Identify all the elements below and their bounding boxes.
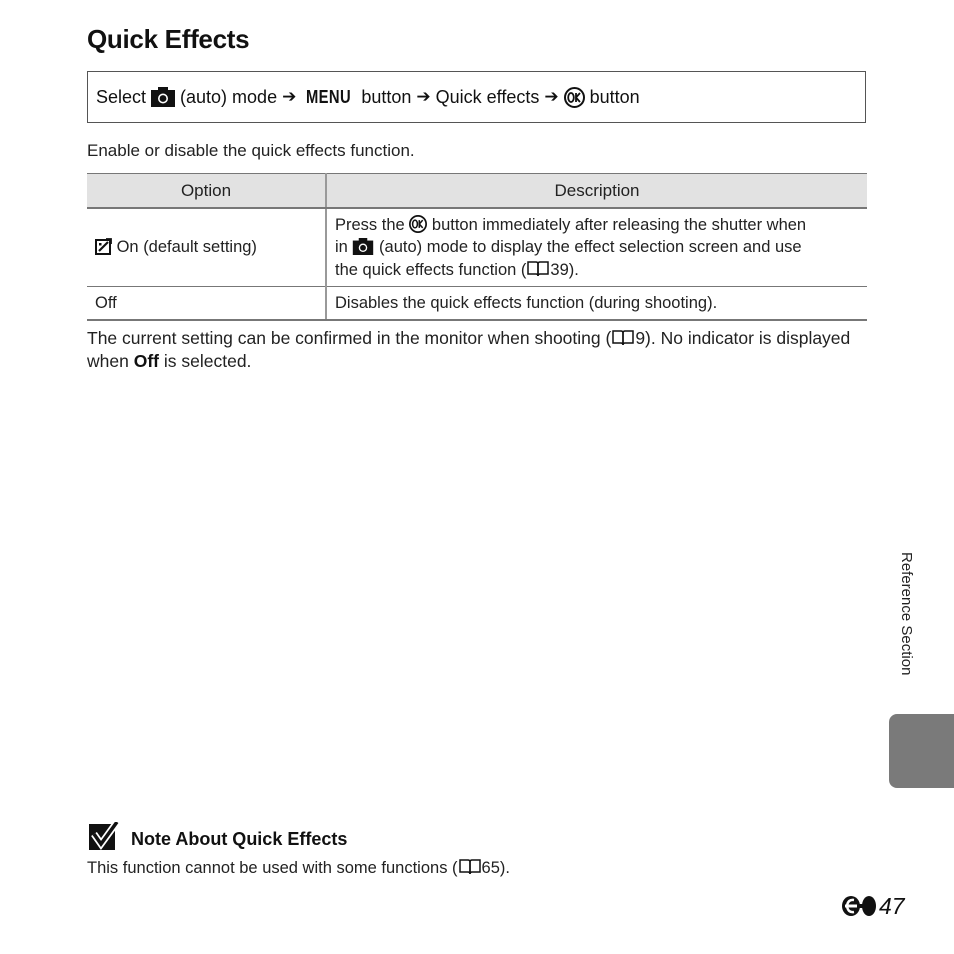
options-table — [87, 173, 867, 321]
option-cell — [87, 208, 326, 287]
camera-icon — [151, 87, 175, 107]
current-setting-paragraph — [87, 327, 867, 373]
paragraph-text: 9). No indicator is displayed when — [87, 328, 851, 371]
intro-text: Enable or disable the quick effects function. — [87, 141, 415, 160]
note-title: Note About Quick Effects — [131, 829, 348, 849]
camera-icon — [352, 238, 374, 255]
book-reference-icon — [459, 859, 481, 875]
note-text — [87, 859, 510, 878]
ok-button-icon — [409, 215, 427, 233]
table-row — [87, 287, 867, 321]
description-cell — [326, 287, 867, 321]
desc-text: Disables the quick effects function (during shooting). — [335, 293, 718, 312]
page-number — [841, 892, 905, 920]
desc-text: 39). — [550, 260, 579, 279]
desc-text: button immediately after releasing the shutter when — [431, 215, 807, 234]
note-text-part: This function cannot be used with some functions ( — [87, 859, 458, 877]
arrow-right-icon: ➔ — [544, 87, 559, 106]
desc-text: the quick effects function ( — [335, 260, 527, 279]
option-off-label: Off — [95, 293, 117, 312]
desc-text: in — [335, 238, 348, 257]
book-reference-icon — [527, 261, 549, 277]
side-label-text: Reference Section — [898, 552, 915, 676]
menu-path-box — [87, 71, 866, 123]
table-row — [87, 208, 867, 287]
page-title: Quick Effects — [87, 24, 250, 54]
nav-button-text: button — [361, 86, 412, 107]
menu-button-label: MENU — [306, 86, 352, 107]
side-section-label — [895, 552, 915, 702]
reference-section-icon — [841, 894, 877, 918]
off-bold-text: Off — [133, 351, 159, 371]
option-cell — [87, 287, 326, 321]
book-reference-icon — [612, 330, 634, 346]
header-description: Description — [326, 174, 867, 209]
checkmark-note-icon — [89, 822, 119, 850]
arrow-right-icon: ➔ — [416, 87, 431, 106]
description-cell — [326, 208, 867, 287]
nav-button2-text: button — [589, 86, 640, 107]
desc-text: Press the — [335, 215, 405, 234]
paragraph-text: is selected. — [163, 351, 252, 371]
page-number-text: 47 — [879, 892, 905, 919]
quick-effects-icon — [95, 238, 112, 255]
paragraph-text: The current setting can be confirmed in the monitor when shooting ( — [87, 328, 612, 348]
header-option: Option — [87, 174, 326, 209]
nav-quick-effects-text: Quick effects — [435, 86, 540, 107]
note-text-part: 65). — [481, 859, 510, 877]
option-on-label: On (default setting) — [116, 238, 257, 256]
arrow-right-icon: ➔ — [282, 87, 297, 106]
nav-auto-mode-text: (auto) mode — [180, 86, 278, 107]
desc-text: (auto) mode to display the effect selection screen and use — [379, 238, 802, 257]
ok-button-icon — [564, 87, 585, 108]
nav-select-text: Select — [96, 86, 147, 107]
section-tab — [889, 714, 954, 788]
